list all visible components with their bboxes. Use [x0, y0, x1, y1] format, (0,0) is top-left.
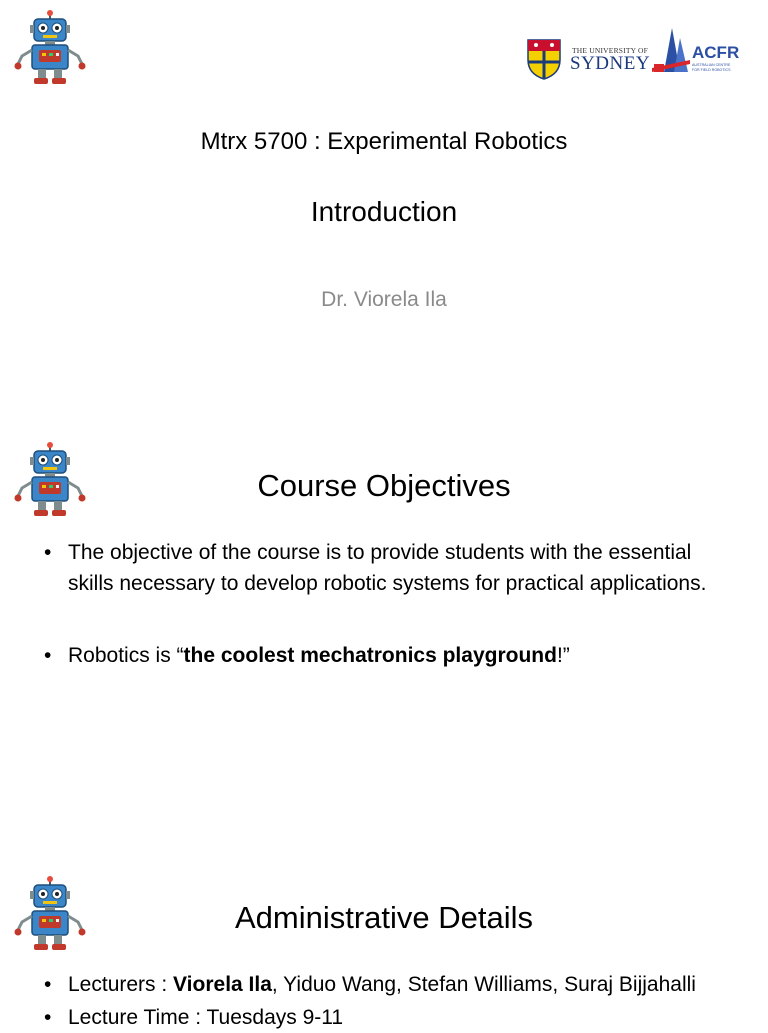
- lecturers-rest: , Yiduo Wang, Stefan Williams, Suraj Bijjahalli: [271, 973, 696, 996]
- usyd-text-big: SYDNEY: [570, 53, 651, 74]
- bullet-text-prefix: Robotics is “: [68, 644, 184, 667]
- acfr-logo-icon: [650, 24, 746, 78]
- course-title: Mtrx 5700 : Experimental Robotics: [200, 128, 568, 155]
- lecture-time: Lecture Time : Tuesdays 9-11: [68, 1006, 344, 1029]
- lecturers-label: Lecturers :: [68, 973, 174, 996]
- robot-icon: [14, 10, 86, 86]
- slide-heading: Course Objectives: [257, 468, 511, 503]
- bullet-item: [44, 537, 734, 599]
- slide-subtitle: Introduction: [310, 196, 458, 227]
- bullet-text-suffix: !”: [556, 644, 570, 667]
- author-name: Dr. Viorela Ila: [321, 288, 447, 311]
- svg-text:AUSTRALIAN CENTRE: AUSTRALIAN CENTRE: [692, 63, 731, 67]
- acfr-text: ACFR: [692, 43, 740, 62]
- svg-text:FOR FIELD ROBOTICS: FOR FIELD ROBOTICS: [692, 68, 731, 72]
- slide-heading: Administrative Details: [234, 900, 534, 935]
- admin-slide: [0, 860, 768, 1029]
- logos: [524, 24, 754, 78]
- university-crest-icon: [526, 38, 562, 80]
- title-slide: [0, 0, 768, 420]
- objectives-slide: [0, 420, 768, 840]
- usyd-text-small: THE UNIVERSITY OF: [572, 46, 649, 55]
- bullet-text: The objective of the course is to provide students with the essential skills necessary to develop robotic systems for practical applications.: [68, 541, 707, 595]
- bullet-list: [44, 969, 734, 1033]
- bullet-list: [44, 537, 734, 671]
- bullet-item: [44, 640, 734, 671]
- bullet-item: [44, 1002, 734, 1033]
- bullet-item: [44, 969, 734, 1000]
- bullet-text-bold: the coolest mechatronics playground: [183, 644, 557, 667]
- lecturer-bold: Viorela Ila: [173, 973, 272, 996]
